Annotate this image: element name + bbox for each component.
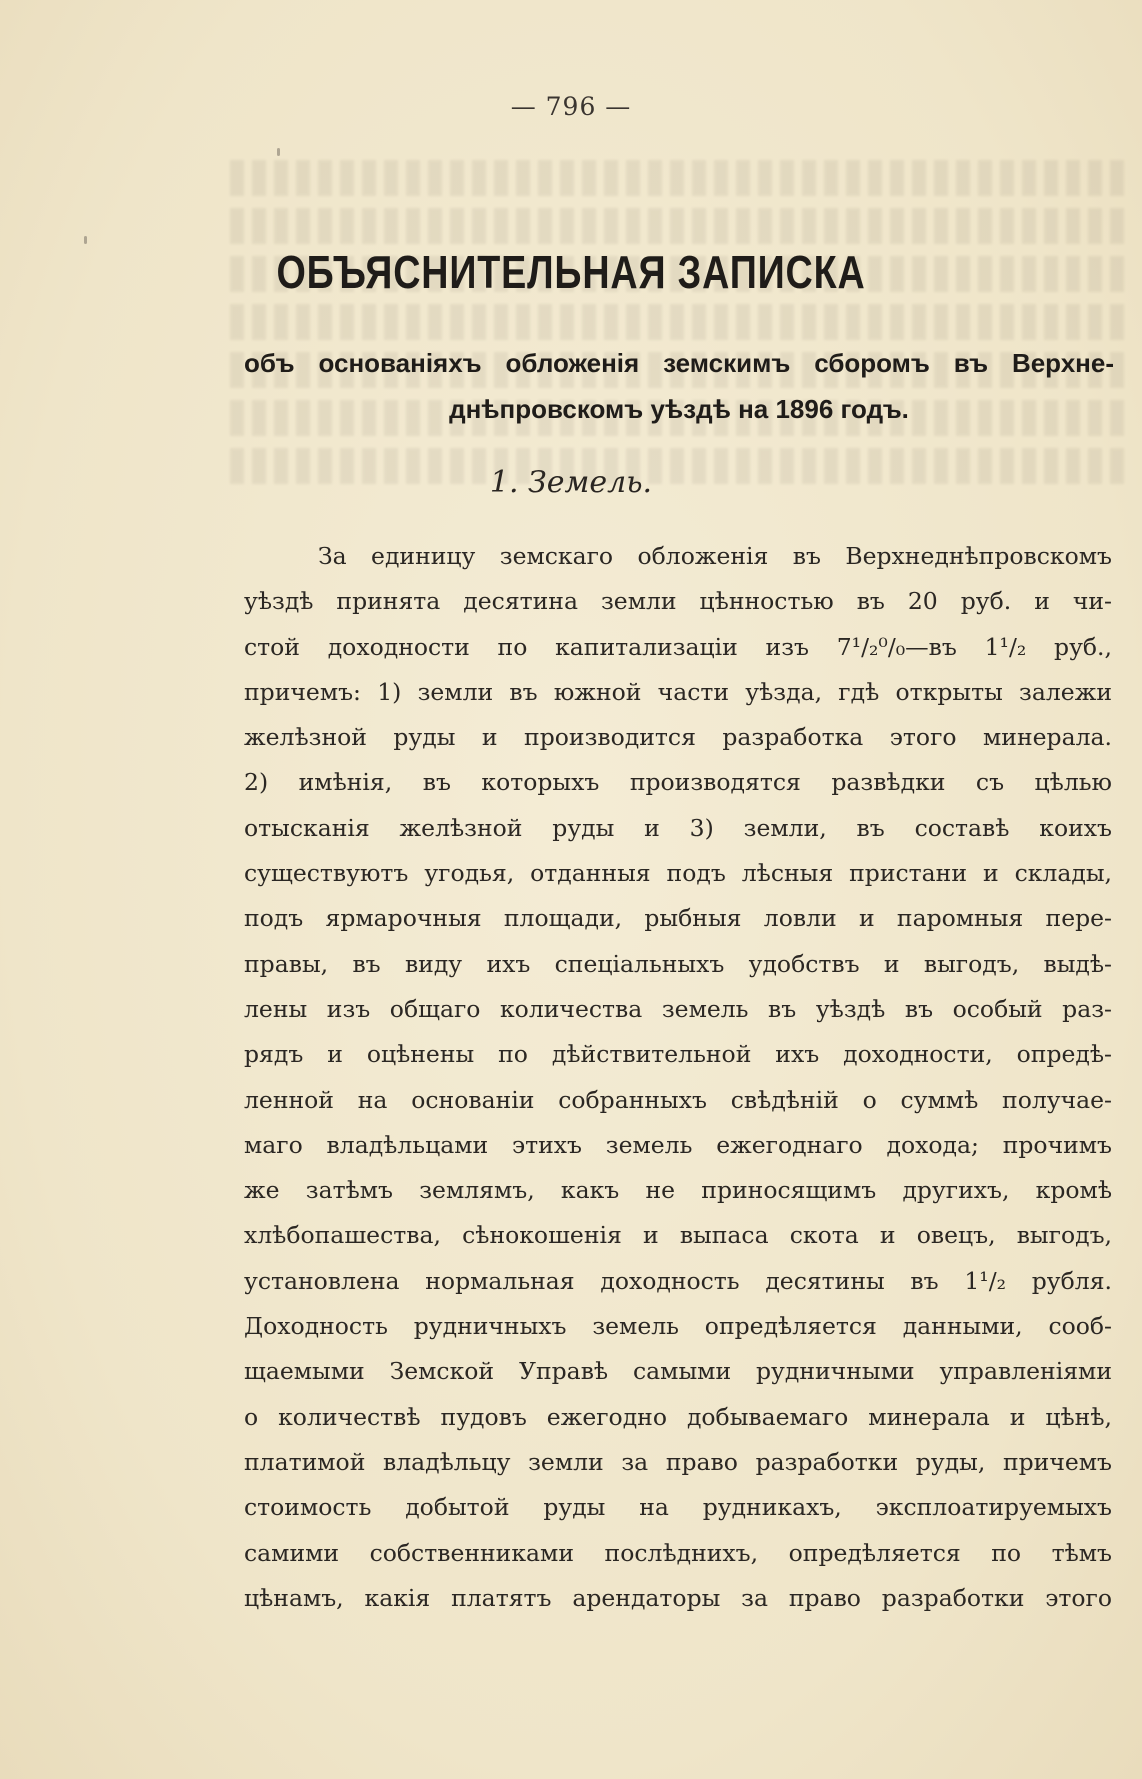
text-line: существуютъ угодья, отданныя подъ лѣсныя пристани и склады, (244, 859, 1112, 888)
text-line: За единицу земскаго обложенія въ Верхнеднѣпровскомъ (318, 542, 1112, 570)
text-line: цѣнамъ, какія платятъ арендаторы за право разработки этого (244, 1583, 1112, 1612)
text-line: же затѣмъ землямъ, какъ не приносящимъ другихъ, кромѣ (244, 1176, 1112, 1205)
page-number: — 796 — (510, 92, 632, 121)
page-speck (277, 148, 280, 156)
text-line: о количествѣ пудовъ ежегодно добываемаго минерала и цѣнѣ, (244, 1402, 1112, 1431)
text-line: отысканія желѣзной руды и 3) земли, въ составѣ коихъ (244, 813, 1112, 842)
text-line: самими собственниками послѣднихъ, опредѣляется по тѣмъ (244, 1538, 1112, 1567)
text-line: щаемыми Земской Управѣ самыми рудничными управленіями (244, 1357, 1112, 1386)
section-title: 1. Земель. (489, 465, 653, 500)
text-line: правы, въ виду ихъ спеціальныхъ удобствъ и выгодъ, выдѣ- (244, 949, 1112, 978)
text-line: хлѣбопашества, сѣнокошенія и выпаса скота и овецъ, выгодъ, (244, 1221, 1112, 1250)
text-line: маго владѣльцами этихъ земель ежегоднаго дохода; прочимъ (244, 1130, 1112, 1159)
document-subheading (244, 340, 1114, 432)
document-heading: ОБЪЯСНИТЕЛЬНАЯ ЗАПИСКА (276, 246, 866, 298)
text-line: 2) имѣнія, въ которыхъ производятся развѣдки съ цѣлью (244, 768, 1112, 797)
text-line: причемъ: 1) земли въ южной части уѣзда, гдѣ открыты залежи (244, 677, 1112, 706)
text-line: рядъ и оцѣнены по дѣйствительной ихъ доходности, опредѣ- (244, 1040, 1112, 1069)
text-line: Доходность рудничныхъ земель опредѣляется данными, сооб- (244, 1312, 1112, 1341)
body-paragraph (244, 534, 1112, 1621)
text-line: платимой владѣльцу земли за право разработки руды, причемъ (244, 1447, 1112, 1476)
text-line: подъ ярмарочныя площади, рыбныя ловли и паромныя пере- (244, 904, 1112, 933)
text-line: желѣзной руды и производится разработка этого минерала. (244, 723, 1112, 752)
text-line: стоимость добытой руды на рудникахъ, эксплоатируемыхъ (244, 1493, 1112, 1522)
text-line: уѣздѣ принята десятина земли цѣнностью въ 20 руб. и чи- (244, 587, 1112, 616)
text-line: лены изъ общаго количества земель въ уѣздѣ въ особый раз- (244, 994, 1112, 1023)
text-line: стой доходности по капитализаціи изъ 7¹/₂⁰/₀—въ 1¹/₂ руб., (244, 632, 1112, 661)
subheading-line-1: объ основаніяхъ обложенія земскимъ сборомъ въ Верхне- (244, 348, 1114, 378)
page-speck (84, 236, 87, 244)
text-line: ленной на основаніи собранныхъ свѣдѣній о суммѣ получае- (244, 1085, 1112, 1114)
subheading-line-2: днѣпровскомъ уѣздѣ на 1896 годъ. (449, 394, 909, 424)
text-line: установлена нормальная доходность десятины въ 1¹/₂ рубля. (244, 1266, 1112, 1295)
